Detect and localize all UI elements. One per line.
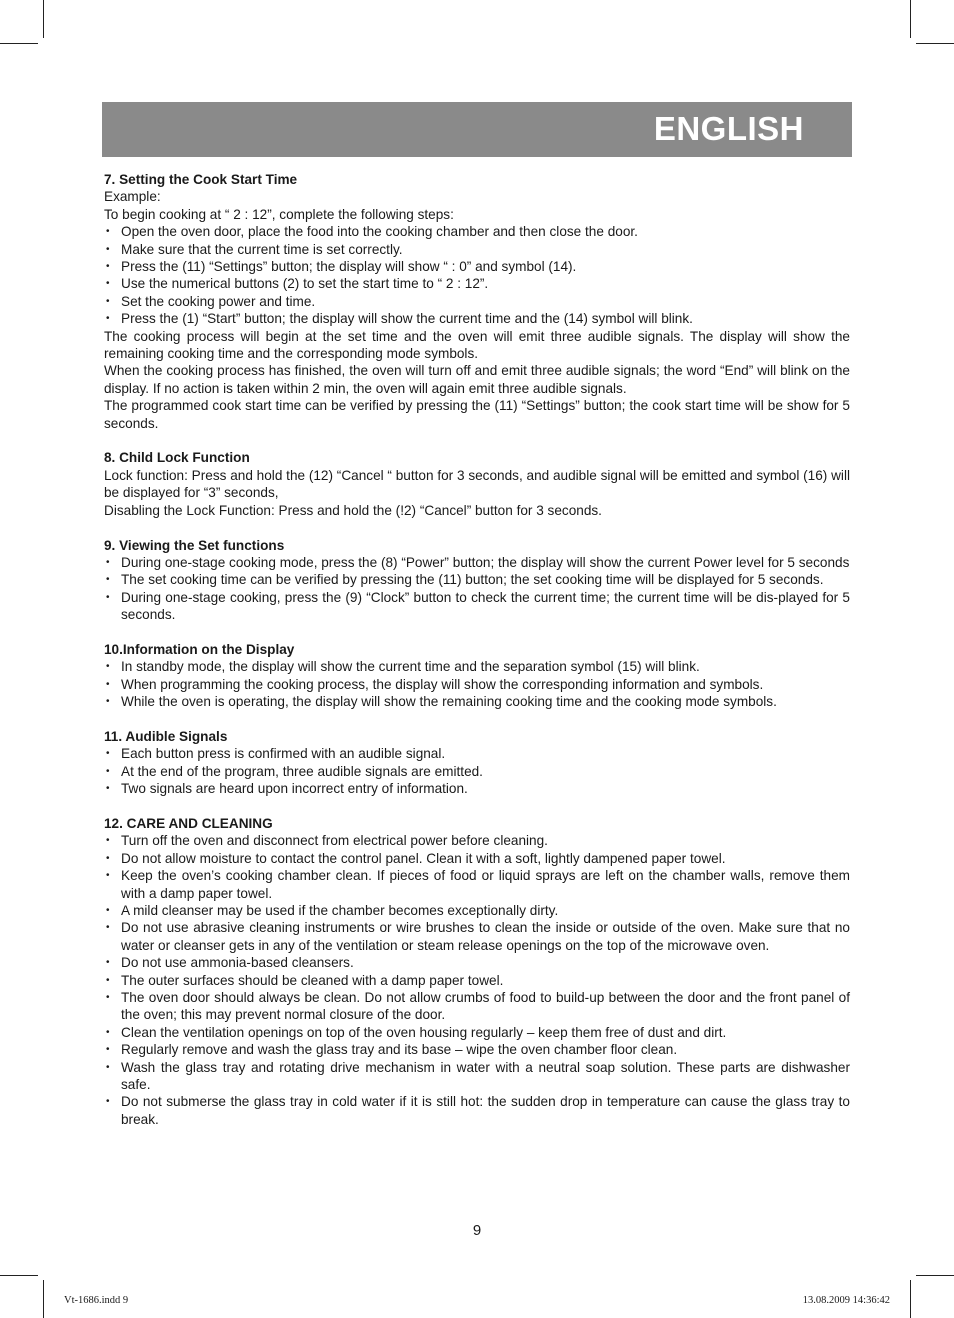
manual-content <box>104 171 850 1146</box>
print-slug-file: Vt-1686.indd 9 <box>64 1295 129 1306</box>
bullet-list <box>104 658 850 710</box>
list-item: • Make sure that the current time is set correctly. <box>104 241 850 258</box>
list-item: • When programming the cooking process, the display will show the corresponding information and symbols. <box>104 676 850 693</box>
bullet-list <box>104 832 850 1128</box>
manual-section <box>104 171 850 432</box>
list-item: • While the oven is operating, the display will show the remaining cooking time and the cooking mode symbols. <box>104 693 850 710</box>
list-item: • Keep the oven’s cooking chamber clean. If pieces of food or liquid sprays are left on the chamber walls, remove them with a damp paper towel. <box>104 867 850 902</box>
list-item: • The outer surfaces should be cleaned with a damp paper towel. <box>104 972 850 989</box>
list-item: • Do not use abrasive cleaning instruments or wire brushes to clean the inside or outside of the oven. Make sure that no water or cleanser gets in any of the ventilation or steam release openings on the top of the microwave oven. <box>104 919 850 954</box>
crop-mark <box>43 0 44 38</box>
crop-mark <box>910 1280 911 1318</box>
section-paragraph: Lock function: Press and hold the (12) “Cancel “ button for 3 seconds, and audible signal will be emitted and symbol (16) will be displayed for “3” seconds, <box>104 467 850 501</box>
manual-section <box>104 449 850 519</box>
section-paragraph: Example: <box>104 189 161 205</box>
list-item: • Regularly remove and wash the glass tray and its base – wipe the oven chamber floor clean. <box>104 1041 850 1058</box>
manual-section <box>104 641 850 711</box>
list-item: • Turn off the oven and disconnect from electrical power before cleaning. <box>104 832 850 849</box>
section-heading: 10.Information on the Display <box>104 641 295 657</box>
language-title: ENGLISH <box>653 110 804 147</box>
list-item: • Open the oven door, place the food into the cooking chamber and then close the door. <box>104 223 850 240</box>
manual-section <box>104 815 850 1128</box>
list-item: • Each button press is confirmed with an audible signal. <box>104 745 850 762</box>
section-heading: 8. Child Lock Function <box>104 450 250 466</box>
manual-section <box>104 537 850 624</box>
section-paragraph: When the cooking process has finished, the oven will turn off and emit three audible signals; the word “End” will blink on the display. If no action is taken within 2 min, the oven will again emit three audible signals. <box>104 363 850 396</box>
list-item: • In standby mode, the display will show the current time and the separation symbol (15) will blink. <box>104 658 850 675</box>
crop-mark <box>916 1275 954 1276</box>
section-heading: 9. Viewing the Set functions <box>104 537 285 553</box>
section-paragraph: To begin cooking at “ 2 : 12”, complete the following steps: <box>104 206 454 222</box>
crop-mark <box>910 0 911 38</box>
section-heading: 12. CARE AND CLEANING <box>104 815 273 831</box>
list-item: • At the end of the program, three audible signals are emitted. <box>104 763 850 780</box>
list-item: • Press the (11) “Settings” button; the display will show “ : 0” and symbol (14). <box>104 258 850 275</box>
list-item: • Clean the ventilation openings on top of the oven housing regularly – keep them free of dust and dirt. <box>104 1024 850 1041</box>
crop-mark <box>916 43 954 44</box>
list-item: • During one-stage cooking mode, press the (8) “Power” button; the display will show the current Power level for 5 seconds <box>104 554 850 571</box>
list-item: • Use the numerical buttons (2) to set the start time to “ 2 : 12”. <box>104 275 850 292</box>
crop-mark <box>0 43 38 44</box>
page-number: 9 <box>472 1222 482 1239</box>
list-item: • Set the cooking power and time. <box>104 293 850 310</box>
print-slug-timestamp: 13.08.2009 14:36:42 <box>802 1295 890 1306</box>
crop-mark <box>43 1280 44 1318</box>
list-item: • The set cooking time can be verified by pressing the (11) button; the set cooking time will be displayed for 5 seconds. <box>104 571 850 588</box>
list-item: • During one-stage cooking, press the (9) “Clock” button to check the current time; the current time will be dis-played for 5 seconds. <box>104 589 850 624</box>
list-item: • Wash the glass tray and rotating drive mechanism in water with a neutral soap solution. These parts are dishwasher safe. <box>104 1059 850 1094</box>
section-paragraph: Disabling the Lock Function: Press and hold the (!2) “Cancel” button for 3 seconds. <box>104 502 602 518</box>
section-paragraph: The cooking process will begin at the set time and the oven will emit three audible signals. The display will show the remaining cooking time and the corresponding mode symbols. <box>104 328 850 362</box>
bullet-list <box>104 223 850 327</box>
list-item: • Two signals are heard upon incorrect entry of information. <box>104 780 850 797</box>
manual-section <box>104 728 850 798</box>
list-item: • A mild cleanser may be used if the chamber becomes exceptionally dirty. <box>104 902 850 919</box>
section-heading: 11. Audible Signals <box>104 728 228 744</box>
list-item: • Press the (1) “Start” button; the display will show the current time and the (14) symbol will blink. <box>104 310 850 327</box>
list-item: • Do not submerse the glass tray in cold water if it is still hot: the sudden drop in temperature can cause the glass tray to break. <box>104 1093 850 1128</box>
list-item: • Do not allow moisture to contact the control panel. Clean it with a soft, lightly dampened paper towel. <box>104 850 850 867</box>
bullet-list <box>104 554 850 624</box>
list-item: • The oven door should always be clean. Do not allow crumbs of food to build-up between the door and the front panel of the oven; this may prevent normal closure of the door. <box>104 989 850 1024</box>
section-paragraph: The programmed cook start time can be verified by pressing the (11) “Settings” button; the cook start time will be show for 5 seconds. <box>104 398 850 431</box>
list-item: • Do not use ammonia-based cleansers. <box>104 954 850 971</box>
language-banner <box>102 102 852 157</box>
section-heading: 7. Setting the Cook Start Time <box>104 172 298 187</box>
bullet-list <box>104 745 850 797</box>
crop-mark <box>0 1275 38 1276</box>
